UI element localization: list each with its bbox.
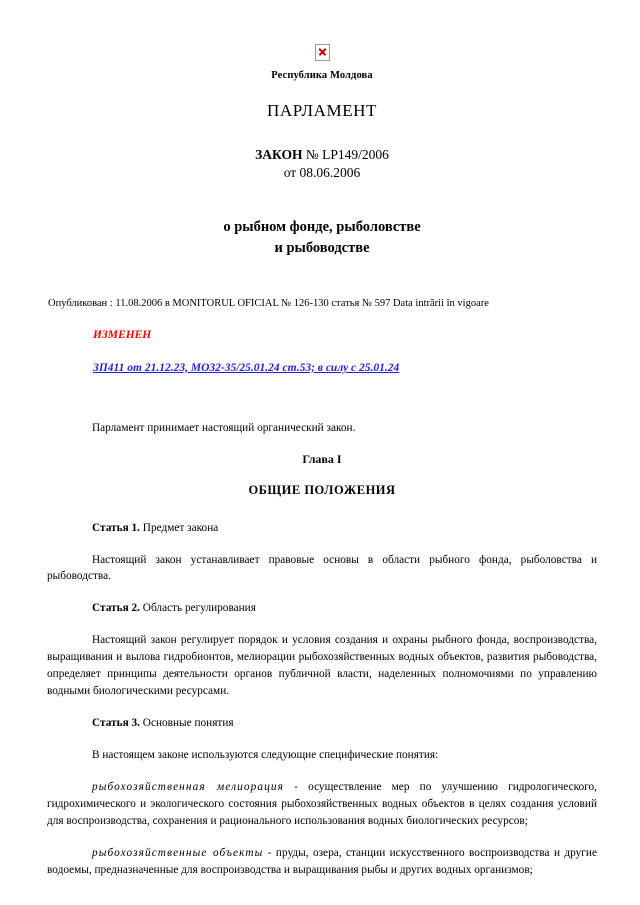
definition-text-1: - осуществление мер по улучшению гидрологического, гидрохимического и экологического состояния рыбохозяйственных водных объектов в целях создания условий для воспроизводства, сохранения и рационального использования водных биологических ресурсов;: [47, 780, 597, 827]
law-date: от 08.06.2006: [283, 165, 361, 180]
document-title: [47, 217, 597, 259]
definition-term-2: рыбохозяйственные объекты: [92, 846, 264, 859]
country-heading: Республика Молдова: [271, 70, 373, 81]
broken-image-row: [47, 44, 597, 61]
chapter-number: Глава I: [302, 451, 342, 466]
law-number-line: [47, 147, 597, 163]
document-title-line-2: и рыбоводстве: [274, 240, 370, 257]
amended-status-label: ИЗМЕНЕН: [93, 328, 152, 341]
document-title-line-1: о рыбном фонде, рыболовстве: [223, 219, 421, 235]
law-label: ЗАКОН: [255, 147, 303, 162]
article-number-3: Статья 3.: [92, 717, 140, 730]
enacting-clause: Парламент принимает настоящий органический закон.: [92, 421, 356, 434]
definition-term-1: рыбохозяйственная мелиорация: [92, 780, 284, 793]
article-heading-1: [47, 520, 597, 537]
article-number-2: Статья 2.: [92, 602, 140, 615]
publication-line: Опубликован : 11.08.2006 в MONITORUL OFICIAL № 126-130 статья № 597 Data intrării în vigoare: [48, 298, 489, 310]
definition-text-2: - пруды, озера, станции искусственного воспроизводства и другие водоемы, предназначенные для воспроизводства и выращивания рыбы и других водных организмов;: [47, 846, 597, 876]
amendment-link[interactable]: ЗП411 от 21.12.23, МО32-35/25.01.24 ст.53; в силу с 25.01.24: [93, 361, 400, 374]
article-title-2: Область регулирования: [139, 602, 256, 615]
article-body-1: Настоящий закон устанавливает правовые основы в области рыбного фонда, рыболовства и рыбоводства.: [47, 553, 597, 583]
article-number-1: Статья 1.: [92, 521, 140, 534]
broken-image-icon: [315, 44, 330, 61]
article-heading-2: [47, 600, 597, 617]
institution-heading: ПАРЛАМЕНТ: [266, 101, 378, 120]
law-number: № LP149/2006: [302, 147, 389, 162]
article-heading-3: [47, 715, 597, 732]
article-title-1: Предмет закона: [139, 521, 219, 534]
amendment-link-row: [93, 358, 597, 376]
article-body-3: В настоящем законе используются следующие специфические понятия:: [92, 749, 439, 762]
chapter-title: ОБЩИЕ ПОЛОЖЕНИЯ: [248, 482, 396, 497]
definition-item-2: [47, 845, 597, 879]
article-body-2: Настоящий закон регулирует порядок и условия создания и охраны рыбного фонда, воспроизводства, выращивания и вылова гидробионтов, мелиорации рыбохозяйственных водных объектов, развития рыбоводства, определяет принципы деятельности органов публичной власти, наделенных полномочиями по управлению водными биологическими ресурсами.: [47, 634, 597, 698]
definition-item-1: [47, 779, 597, 830]
article-title-3: Основные понятия: [139, 717, 234, 730]
